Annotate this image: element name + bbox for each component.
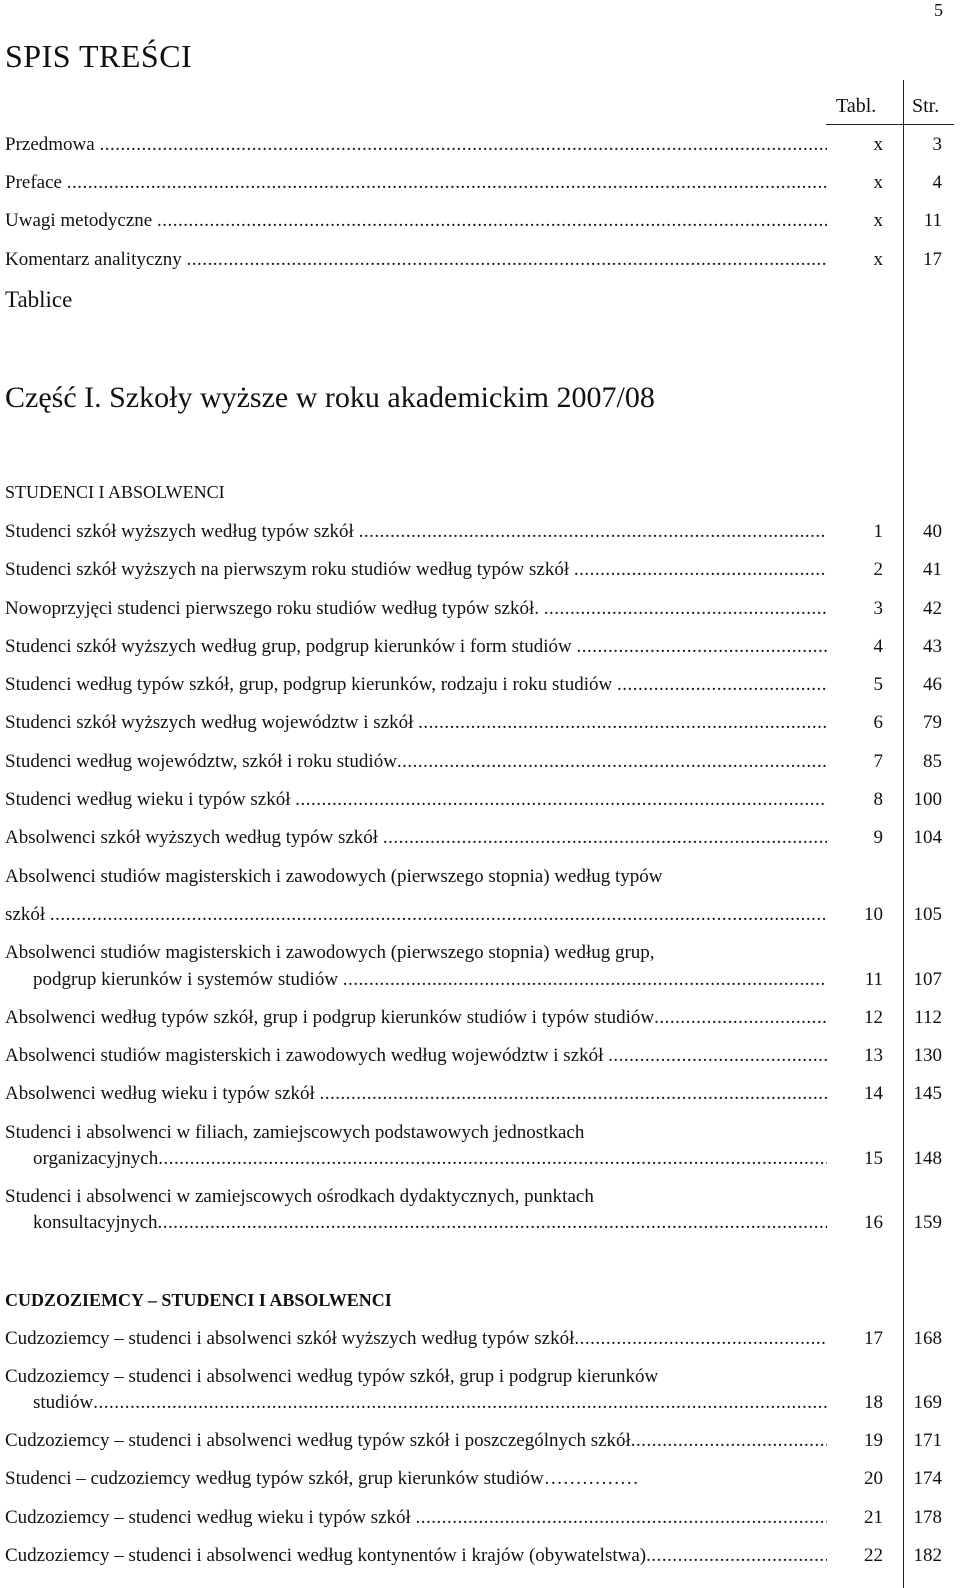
- toc-entry[interactable]: [0, 558, 960, 582]
- toc-entry-label: Komentarz analityczny .....: [5, 248, 827, 272]
- toc-entry-label: Cudzoziemcy – studenci według wieku i typów szkół .....: [5, 1506, 827, 1530]
- toc-entry-table-number: 3: [873, 598, 883, 619]
- toc-entry[interactable]: [0, 1467, 960, 1491]
- toc-entry-label: Nowoprzyjęci studenci pierwszego roku studiów według typów szkół. .....: [5, 597, 827, 621]
- toc-entry[interactable]: [0, 1082, 960, 1106]
- toc-entry[interactable]: [0, 1429, 960, 1453]
- toc-entry-page-number: 104: [913, 827, 942, 848]
- toc-entry[interactable]: [0, 520, 960, 544]
- toc-entry-table-number: 16: [864, 1212, 883, 1233]
- toc-entry[interactable]: [0, 750, 960, 774]
- toc-entry[interactable]: [0, 1211, 960, 1235]
- toc-entry-page-number: 174: [913, 1468, 942, 1489]
- toc-entry-page-number: 79: [923, 712, 942, 733]
- toc-entry-table-number: 5: [873, 674, 883, 695]
- toc-entry-label: konsultacyjnych .....: [33, 1211, 827, 1235]
- toc-entry-page-number: 3: [932, 134, 942, 155]
- header-underline: [826, 124, 954, 125]
- toc-entry-label: Przedmowa .....: [5, 133, 827, 157]
- toc-entry[interactable]: [0, 788, 960, 812]
- part-title: Część I. Szkoły wyższe w roku akademickim 2007/08: [5, 381, 655, 414]
- toc-entry[interactable]: [0, 635, 960, 659]
- toc-entry-continuation: [0, 865, 960, 889]
- toc-entry[interactable]: [0, 1327, 960, 1351]
- toc-entry-label: Absolwenci studiów magisterskich i zawodowych według województw i szkół .....: [5, 1044, 827, 1068]
- toc-entry-table-number: 4: [873, 636, 883, 657]
- toc-entry-page-number: 43: [923, 636, 942, 657]
- toc-entry-table-number: 15: [864, 1148, 883, 1169]
- toc-entry-label: Absolwenci według wieku i typów szkół .....: [5, 1082, 827, 1106]
- toc-entry-page-number: 171: [913, 1430, 942, 1451]
- toc-entry-label: Studenci – cudzoziemcy według typów szkół, grup kierunków studiów……………: [5, 1468, 639, 1489]
- toc-entry-page-number: 4: [932, 172, 942, 193]
- toc-entry[interactable]: [0, 903, 960, 927]
- toc-entry-label: podgrup kierunków i systemów studiów .....: [33, 968, 827, 992]
- toc-entry-label-line1: Cudzoziemcy – studenci i absolwenci według typów szkół, grup i podgrup kierunków: [5, 1366, 659, 1387]
- toc-entry[interactable]: [0, 1391, 960, 1415]
- toc-entry-label: Preface .....: [5, 171, 827, 195]
- toc-entry-page-number: 178: [913, 1507, 942, 1528]
- toc-entry-label: Studenci według typów szkół, grup, podgrup kierunków, rodzaju i roku studiów .....: [5, 673, 827, 697]
- toc-entry-continuation: [0, 1185, 960, 1209]
- toc-entry-table-number: 9: [873, 827, 883, 848]
- toc-entry-table-number: 12: [864, 1007, 883, 1028]
- toc-entry-table-number: 21: [864, 1507, 883, 1528]
- toc-entry-label-line1: Studenci i absolwenci w filiach, zamiejscowych podstawowych jednostkach: [5, 1122, 585, 1143]
- toc-entry-page-number: 11: [923, 210, 942, 231]
- toc-entry-table-number: 14: [864, 1083, 883, 1104]
- toc-entry[interactable]: [0, 1506, 960, 1530]
- toc-entry-label: Cudzoziemcy – studenci i absolwenci szkół wyższych według typów szkół .....: [5, 1327, 827, 1351]
- toc-entry-label: Cudzoziemcy – studenci i absolwenci według kontynentów i krajów (obywatelstwa) .....: [5, 1544, 827, 1568]
- toc-entry[interactable]: [0, 968, 960, 992]
- column-header-tabl: Tabl.: [836, 95, 877, 117]
- toc-entry-table-number: x: [873, 134, 883, 155]
- toc-entry-label-line1: Absolwenci studiów magisterskich i zawodowych (pierwszego stopnia) według typów: [5, 866, 663, 887]
- toc-entry-label-line1: Absolwenci studiów magisterskich i zawodowych (pierwszego stopnia) według grup,: [5, 942, 655, 963]
- toc-entry-continuation: [0, 1121, 960, 1145]
- section-heading: STUDENCI I ABSOLWENCI: [5, 482, 225, 502]
- toc-entry-table-number: 8: [873, 789, 883, 810]
- toc-entry-table-number: 10: [864, 904, 883, 925]
- tablice-heading: Tablice: [5, 287, 73, 312]
- toc-entry[interactable]: [0, 673, 960, 697]
- toc-entry-page-number: 112: [914, 1007, 942, 1028]
- toc-entry-page-number: 130: [913, 1045, 942, 1066]
- toc-entry-page-number: 169: [913, 1392, 942, 1413]
- toc-entry-page-number: 17: [923, 249, 942, 270]
- toc-entry-label: Uwagi metodyczne .....: [5, 209, 827, 233]
- toc-entry-label: Cudzoziemcy – studenci i absolwenci według typów szkół i poszczególnych szkół .....: [5, 1429, 827, 1453]
- toc-entry-table-number: 17: [864, 1328, 883, 1349]
- toc-entry-table-number: 13: [864, 1045, 883, 1066]
- toc-entry-page-number: 46: [923, 674, 942, 695]
- toc-entry[interactable]: [0, 248, 960, 272]
- column-header-str: Str.: [912, 95, 940, 117]
- toc-entry[interactable]: [0, 711, 960, 735]
- toc-entry[interactable]: [0, 1544, 960, 1568]
- toc-entry-page-number: 105: [913, 904, 942, 925]
- toc-entry-label: Studenci szkół wyższych według grup, podgrup kierunków i form studiów .....: [5, 635, 827, 659]
- toc-entry-table-number: 20: [864, 1468, 883, 1489]
- page-title: SPIS TREŚCI: [5, 38, 193, 74]
- toc-entry-label: Studenci według województw, szkół i roku studiów .....: [5, 750, 827, 774]
- toc-entry-table-number: x: [873, 249, 883, 270]
- toc-entry-table-number: 2: [873, 559, 883, 580]
- toc-entry-label-line1: Studenci i absolwenci w zamiejscowych ośrodkach dydaktycznych, punktach: [5, 1186, 594, 1207]
- toc-entry-page-number: 41: [923, 559, 942, 580]
- toc-entry-page-number: 100: [913, 789, 942, 810]
- toc-entry-page-number: 159: [913, 1212, 942, 1233]
- toc-entry-page-number: 107: [913, 969, 942, 990]
- toc-entry[interactable]: [0, 171, 960, 195]
- toc-entry-label: Absolwenci szkół wyższych według typów szkół .....: [5, 826, 827, 850]
- toc-entry-label: Studenci według wieku i typów szkół .....: [5, 788, 827, 812]
- toc-entry-table-number: 6: [873, 712, 883, 733]
- toc-entry-table-number: 19: [864, 1430, 883, 1451]
- toc-entry-label: organizacyjnych .....: [33, 1147, 827, 1171]
- toc-entry[interactable]: [0, 1044, 960, 1068]
- toc-entry-page-number: 85: [923, 751, 942, 772]
- toc-entry-table-number: 22: [864, 1545, 883, 1566]
- toc-entry-label: szkół .....: [5, 903, 827, 927]
- toc-entry[interactable]: [0, 1006, 960, 1030]
- toc-entry-table-number: x: [873, 210, 883, 231]
- toc-entry-continuation: [0, 1365, 960, 1389]
- section-heading: CUDZOZIEMCY – STUDENCI I ABSOLWENCI: [5, 1290, 392, 1310]
- toc-entry-page-number: 145: [913, 1083, 942, 1104]
- toc-entry-label: Absolwenci według typów szkół, grup i podgrup kierunków studiów i typów studiów .....: [5, 1006, 827, 1030]
- toc-entry[interactable]: [0, 133, 960, 157]
- toc-entry-label: Studenci szkół wyższych według typów szkół .....: [5, 520, 827, 544]
- toc-entry-label: studiów .....: [33, 1391, 827, 1415]
- toc-entry[interactable]: [0, 826, 960, 850]
- toc-entry-page-number: 148: [913, 1148, 942, 1169]
- page-number: 5: [934, 0, 943, 20]
- toc-entry-table-number: 18: [864, 1392, 883, 1413]
- toc-entry-table-number: x: [873, 172, 883, 193]
- toc-entry[interactable]: [0, 597, 960, 621]
- toc-entry-table-number: 1: [873, 521, 883, 542]
- toc-entry-page-number: 182: [913, 1545, 942, 1566]
- toc-entry-page-number: 42: [923, 598, 942, 619]
- toc-entry-continuation: [0, 941, 960, 965]
- toc-entry-page-number: 168: [913, 1328, 942, 1349]
- toc-entry-label: Studenci szkół wyższych według województw i szkół .....: [5, 711, 827, 735]
- toc-entry-table-number: 7: [873, 751, 883, 772]
- toc-entry-page-number: 40: [923, 521, 942, 542]
- toc-entry-label: Studenci szkół wyższych na pierwszym roku studiów według typów szkół .....: [5, 558, 827, 582]
- toc-entry[interactable]: [0, 1147, 960, 1171]
- toc-entry-table-number: 11: [864, 969, 883, 990]
- toc-entry[interactable]: [0, 209, 960, 233]
